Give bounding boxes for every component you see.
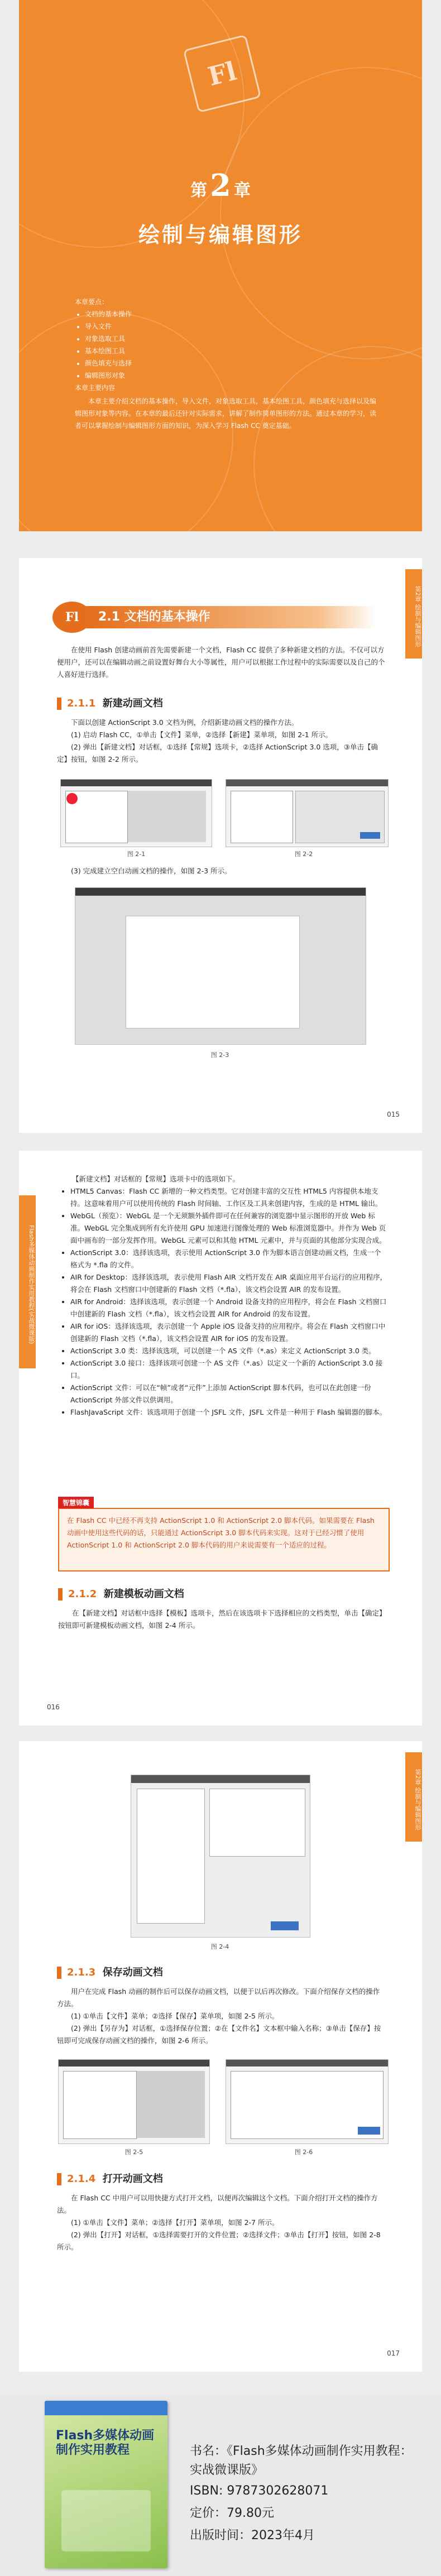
subsection-body: 下面以创建 ActionScript 3.0 文档为例，介绍新建动画文档的操作方法。 (1) 启动 Flash CC，①单击【文件】菜单，②选择【新建】菜单项，如图 2-1 所示。 (2) 弹出【新建文档】对话框，①选择【常规】选项卡，②选择 ActionScript 3.0 选项，③单击【确定】按钮，如图 2-2 所示。 <box>57 718 378 763</box>
figure-2-5-screenshot <box>58 2059 210 2144</box>
book-cover-image <box>45 2401 167 2568</box>
book-isbn: ISBN: 9787302628071 <box>190 2484 329 2498</box>
subsection-heading: 2.1.4 打开动画文档 <box>57 2171 163 2185</box>
option-item: • AIR for Android：选择该选项，表示创建一个 Android 设备支持的应用程序，将会在 Flash 文档窗口中创建新的 Flash 文档（*.fla），该文档会设置 AIR for Android 的发布设置。 <box>70 1296 387 1320</box>
decor-circle <box>19 0 245 248</box>
figure-2-6-screenshot <box>226 2059 389 2144</box>
learning-point: • 导入文件 <box>85 320 376 333</box>
side-tab: Flash多媒体动画制作实用教程(实战微课版) <box>19 1195 36 1368</box>
book-page-016 <box>19 1151 422 1726</box>
figure-2-4-screenshot <box>131 1775 310 1938</box>
options-list: 【新建文档】对话框的【常规】选项卡中的选项如下。 • HTML5 Canvas：Flash CC 新增的一种文档类型。它对创建丰富的交互性 HTML5 内容提供本地支持。这意味着用户可以使用传统的 Flash 时间轴、工作区及工具来创建内容，生成的是 HTML 输出。 • WebGL（预览）：WebGL 是一个无须额外插件即可在任何兼容的浏览器中显示图形的开放 Web 标准。WebGL 完全集成到所有允许使用 GPU 加速进行图像处理的 Web 标准浏览器中。并作为 Web 页面中画布的一部分发挥作用。WebGL 元素可以和其他 HTML 元素中，并与页面的其他部分实现合成。 • ActionScript 3.0：选择该选项，表示使用 ActionScript 3.0 作为脚本语言创建动画文档，生成一个格式为 *.fla 的文件。 • AIR for Desktop：选择该选项，表示使用 Flash AIR 文档开发在 AIR 桌面应用平台运行的应用程序，将会在 Flash 文档窗口中创建新的 Flash 文档（*.fla），该文档会设置 AIR 的发布设置。 • AIR for Android：选择该选项，表示创建一个 Android 设备支持的应用程序，将会在 Flash 文档窗口中创建新的 Flash 文档（*.fla），该文档会设置 AIR for Android 的发布设置。 • AIR for iOS：选择该选项，表示创建一个 Apple iOS 设备支持的应用程序。将会在 Flash 文档窗口中创建新的 Flash 文档（*.fla），该文档会设置 AIR for iOS 的发布设置。 • ActionScript 3.0 类：选择该选项，可以创建一个 AS 文件（*.as）来定义 ActionScript 3.0 类。 • ActionScript 3.0 接口：选择该项可创建一个 AS 文件（*.as）以定义一个新的 ActionScript 3.0 接口。 • ActionScript 文件：可以在“帧”或者“元件”上添加 ActionScript 脚本代码，也可以在此创建一份 ActionScript 外部文件以供调用。 • FlashJavaScript 文件：该选项用于创建一个 JSFL 文件，JSFL 文件是一种用于 Flash 编辑器的脚本。 <box>58 1173 387 1419</box>
book-info-card <box>0 2394 441 2576</box>
option-item: • HTML5 Canvas：Flash CC 新增的一种文档类型。它对创建丰富的交互性 HTML5 内容提供本地支持。这意味着用户可以使用传统的 Flash 时间轴、工作区及工具来创建内容，生成的是 HTML 输出。 <box>70 1185 387 1210</box>
section-header <box>52 602 387 633</box>
subsection-heading: 2.1.3 保存动画文档 <box>57 1964 163 1979</box>
section-title: 2.1 文档的基本操作 <box>98 610 210 624</box>
main-content-body: 本章主要介绍文档的基本操作，导入文件，对象选取工具，基本绘图工具，颜色填充与选择以及编辑图形对象等内容。在本章的最后还针对实际需求，讲解了制作简单图形的方法。通过本章的学习，读者可以掌握绘制与编辑图形方面的知识，为深入学习 Flash CC 奠定基础。 <box>75 397 377 430</box>
learning-points <box>75 296 376 432</box>
page-number: 016 <box>47 1703 60 1711</box>
option-item: • ActionScript 3.0 类：选择该选项，可以创建一个 AS 文件（*.as）来定义 ActionScript 3.0 类。 <box>70 1345 387 1357</box>
book-price: 定价：79.80元 <box>190 2506 274 2520</box>
subsection-heading: 2.1.1 新建动画文档 <box>57 695 163 710</box>
chapter-title: 绘制与编辑图形 <box>138 222 303 247</box>
option-item: • ActionScript 文件：可以在“帧”或者“元件”上添加 ActionScript 脚本代码，也可以在此创建一份 ActionScript 外部文件以供调用。 <box>70 1382 387 1406</box>
flash-logo-icon: Fl <box>183 35 262 113</box>
page-number: 015 <box>387 1111 400 1118</box>
section-intro: 在使用 Flash 创建动画前首先需要新建一个文档，Flash CC 提供了多种新建文档的方法。不仅可以方便用户，还可以在编辑动画之前设置好舞台大小等属性，用户可以根据工作过程中的实际需要以及自己的个人喜好进行选择。 <box>57 646 385 679</box>
figure-2-2-screenshot <box>226 779 389 847</box>
chapter-cover-page <box>19 0 422 531</box>
figure-2-1-screenshot <box>60 779 212 847</box>
subsection-body: 在 Flash CC 中用户可以用快捷方式打开文档，以便再次编辑这个文档。下面介绍打开文档的操作方法。 (1) ①单击【文件】菜单；②选择【打开】菜单项，如图 2-7 所示。 (2) 弹出【打开】对话框，①选择需要打开的文件位置；②选择文件；③单击【打开】按钮，如图 2-8 所示。 <box>57 2194 381 2251</box>
figure-2-3-screenshot <box>75 887 366 1045</box>
book-page-015 <box>19 558 422 1133</box>
learning-point: • 颜色填充与选择 <box>85 357 376 369</box>
figure-caption: 图 2-6 <box>294 2149 313 2156</box>
book-info <box>190 2442 413 2547</box>
main-content-head: 本章主要内容 <box>75 384 116 392</box>
learning-point: • 基本绘图工具 <box>85 345 376 357</box>
figure-caption: 图 2-4 <box>210 1943 229 1950</box>
figure-caption: 图 2-1 <box>127 850 146 858</box>
tip-text: 在 Flash CC 中已经不再支持 ActionScript 1.0 和 ActionScript 2.0 脚本代码。如果需要在 Flash 动画中使用这些代码的话，只能通过 ActionScript 3.0 脚本代码来实现。这对于已经习惯了使用 ActionScript 1.0 和 ActionScript 2.0 脚本代码的用户来说需要有一个适应的过程。 <box>67 1516 375 1549</box>
figure-caption: 图 2-2 <box>294 850 313 858</box>
learning-point: • 文档的基本操作 <box>85 308 376 320</box>
subsection-body: 在【新建文档】对话框中选择【模板】选项卡，然后在该选项卡下选择相应的文档类型，单击【确定】按钮即可新建模板动画文档，如图 2-4 所示。 <box>58 1609 386 1630</box>
figure-caption: 图 2-5 <box>124 2149 143 2156</box>
option-item: • AIR for Desktop：选择该选项，表示使用 Flash AIR 文档开发在 AIR 桌面应用平台运行的应用程序，将会在 Flash 文档窗口中创建新的 Flash 文档（*.fla），该文档会设置 AIR 的发布设置。 <box>70 1271 387 1296</box>
page-number: 017 <box>387 2349 400 2357</box>
side-tab: 第2章 绘制与编辑图形 <box>405 1752 422 1842</box>
option-item: • ActionScript 3.0 接口：选择该项可创建一个 AS 文件（*.as）以定义一个新的 ActionScript 3.0 接口。 <box>70 1357 387 1382</box>
subsection-heading: 2.1.2 新建模板动画文档 <box>58 1586 184 1601</box>
subsection-body: 用户在完成 Flash 动画的制作后可以保存动画文档，以便于以后再次修改。下面介绍保存文档的操作方法。 (1) ①单击【文件】菜单；②选择【保存】菜单项，如图 2-5 所示。 (2) 弹出【另存为】对话框，①选择保存位置；②在【文件名】文本框中输入名称；③单击【保存】按钮即可完成保存动画文档的操作，如图 2-6 所示。 <box>57 1987 381 2045</box>
tip-label: 智慧锦囊 <box>58 1497 94 1508</box>
book-cover-title: Flash多媒体动画制作实用教程 <box>56 2429 155 2457</box>
book-page-017 <box>19 1741 422 2372</box>
learning-point: • 对象选取工具 <box>85 333 376 345</box>
learning-point: • 编辑图形对象 <box>85 369 376 382</box>
option-item: • AIR for iOS：选择该选项，表示创建一个 Apple iOS 设备支持的应用程序。将会在 Flash 文档窗口中创建新的 Flash 文档（*.fla），该文档会设置 AIR for iOS 的发布设置。 <box>70 1320 387 1345</box>
chapter-number: 第 2 章 <box>190 167 251 203</box>
section-badge-icon: Fl <box>52 602 92 633</box>
book-date: 出版时间：2023年4月 <box>190 2529 315 2543</box>
step-3: (3) 完成建立空白动画文档的操作，如图 2-3 所示。 <box>71 867 232 875</box>
option-item: • WebGL（预览）：WebGL 是一个无须额外插件即可在任何兼容的浏览器中显示图形的开放 Web 标准。WebGL 完全集成到所有允许使用 GPU 加速进行图像处理的 Web 标准浏览器中。并作为 Web 页面中画布的一部分发挥作用。WebGL 元素可以和其他 HTML 元素中，并与页面的其他部分实现合成。 <box>70 1210 387 1247</box>
book-name: 书名：《Flash多媒体动画制作实用教程：实战微课版》 <box>190 2444 413 2477</box>
tip-box <box>58 1499 390 1571</box>
figure-caption: 图 2-3 <box>210 1051 229 1059</box>
side-tab: 第2章 绘制与编辑图形 <box>405 569 422 659</box>
option-item: • ActionScript 3.0：选择该选项，表示使用 ActionScript 3.0 作为脚本语言创建动画文档，生成一个格式为 *.fla 的文件。 <box>70 1247 387 1271</box>
option-item: • FlashJavaScript 文件：该选项用于创建一个 JSFL 文件，JSFL 文件是一种用于 Flash 编辑器的脚本。 <box>70 1406 387 1419</box>
learning-points-head: 本章要点： <box>75 298 109 306</box>
